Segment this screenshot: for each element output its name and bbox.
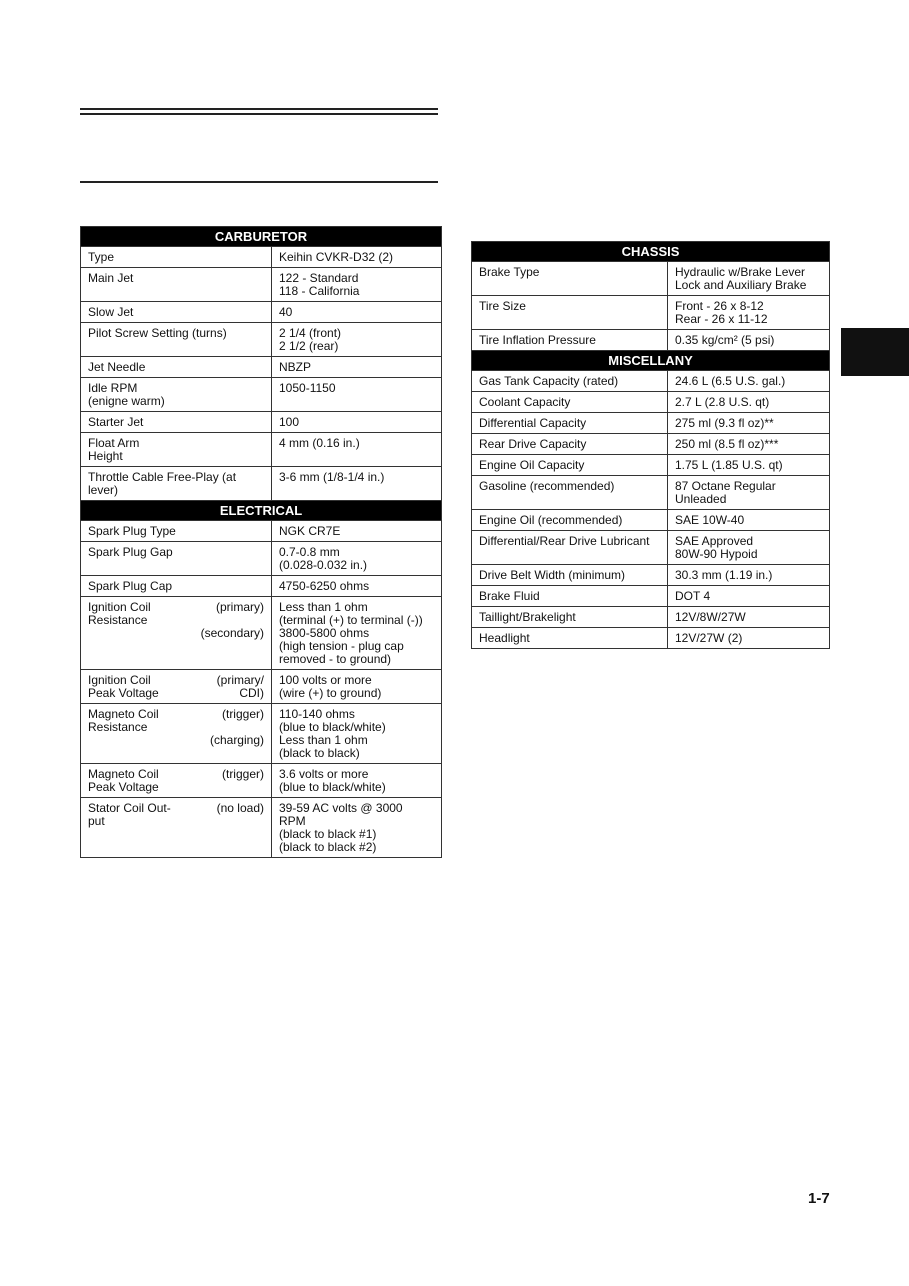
spec-label-line: (enigne warm) [88,394,165,408]
miscellany-spec-row [472,510,830,531]
spec-label-qualifier: CDI) [239,686,264,700]
spec-label-line: Gas Tank Capacity (rated) [479,374,619,388]
spec-value [272,670,442,704]
spec-value [668,607,830,628]
spec-value-line: 80W-90 Hypoid [675,547,758,561]
spec-label [472,455,668,476]
spec-label-qualifier: (secondary) [200,626,264,640]
spec-value-line: DOT 4 [675,589,711,603]
miscellany-spec-row [472,392,830,413]
spec-value [272,704,442,764]
carburetor-spec-row [81,433,442,467]
carburetor-spec-row [81,412,442,433]
spec-label-line: Idle RPM [88,381,138,395]
spec-value-line: (terminal (+) to terminal (-)) [279,613,423,627]
spec-value-line: removed - to ground) [279,652,392,666]
spec-value-line: (0.028-0.032 in.) [279,558,368,572]
spec-value-line: 3800-5800 ohms [279,626,370,640]
top-double-rule-lower [80,113,438,115]
electrical-heading: ELECTRICAL [81,501,442,521]
spec-label [81,323,272,357]
spec-value-line: Hydraulic w/Brake Lever [675,265,806,279]
spec-value [272,521,442,542]
spec-label-line: Coolant Capacity [479,395,571,409]
spec-label [472,392,668,413]
spec-value [272,357,442,378]
spec-value [668,296,830,330]
spec-label [81,268,272,302]
section-title-rule [80,181,438,183]
spec-value-line: 2 1/2 (rear) [279,339,339,353]
spec-label-line: Rear Drive Capacity [479,437,587,451]
spec-value-line: 100 volts or more [279,673,372,687]
spec-value [668,531,830,565]
spec-label-name: Peak Voltage [88,686,159,700]
spec-value-line: 2.7 L (2.8 U.S. qt) [675,395,770,409]
spec-label-qualifier: (primary) [216,600,264,614]
spec-value-line: 275 ml (9.3 fl oz)** [675,416,774,430]
spec-label-line: lever) [88,483,119,497]
spec-label-line: Type [88,250,115,264]
spec-value-line: (black to black) [279,746,360,760]
spec-value [668,586,830,607]
carburetor-spec-row [81,378,442,412]
chassis-header-row [472,242,830,262]
spec-label [472,296,668,330]
spec-value-line: 0.7-0.8 mm [279,545,340,559]
spec-value-line: (black to black #1) [279,827,377,841]
spec-label-name: Stator Coil Out- [88,801,171,815]
spec-value [668,434,830,455]
spec-label-line: Slow Jet [88,305,134,319]
spec-value-line: NBZP [279,360,312,374]
spec-label [81,670,272,704]
page-number: 1-7 [808,1190,830,1207]
spec-value [272,323,442,357]
spec-value [272,433,442,467]
spec-value [668,565,830,586]
spec-label-name: Ignition Coil [88,600,151,614]
spec-label [81,704,272,764]
spec-value-line: 4750-6250 ohms [279,579,370,593]
spec-label [472,531,668,565]
spec-label-line: Tire Inflation Pressure [479,333,596,347]
spec-value [668,392,830,413]
spec-value-line: NGK CR7E [279,524,341,538]
spec-label-line: Throttle Cable Free-Play (at [88,470,237,484]
spec-label-name: Resistance [88,720,148,734]
spec-label [472,262,668,296]
spec-value-line: 100 [279,415,300,429]
spec-value [272,268,442,302]
miscellany-spec-row [472,586,830,607]
spec-label [472,586,668,607]
spec-value [272,542,442,576]
spec-label-line: Differential Capacity [479,416,587,430]
spec-value [668,455,830,476]
spec-value-line: Less than 1 ohm [279,600,368,614]
spec-value-line: Less than 1 ohm [279,733,368,747]
spec-label [81,542,272,576]
spec-label-line: Jet Needle [88,360,146,374]
carburetor-spec-row [81,247,442,268]
spec-label-qualifier: (trigger) [221,767,264,781]
chassis-spec-row [472,296,830,330]
carburetor-electrical-spec-table [80,226,442,858]
electrical-spec-row [81,764,442,798]
spec-label [81,764,272,798]
spec-value-line: (high tension - plug cap [279,639,404,653]
miscellany-header-row [472,351,830,371]
spec-value [272,302,442,323]
carburetor-spec-row [81,467,442,501]
spec-value [272,378,442,412]
spec-label [81,576,272,597]
spec-label [81,521,272,542]
chassis-miscellany-spec-table [471,241,830,649]
electrical-spec-row [81,597,442,670]
spec-label-qualifier: (charging) [209,733,264,747]
spec-label [81,433,272,467]
spec-label-line: Starter Jet [88,415,144,429]
spec-label [472,628,668,649]
chassis-heading: CHASSIS [472,242,830,262]
carburetor-spec-row [81,323,442,357]
miscellany-spec-row [472,476,830,510]
spec-label-line: Spark Plug Type [88,524,176,538]
spec-value-line: 39-59 AC volts @ 3000 [279,801,403,815]
spec-value [668,262,830,296]
spec-value [668,510,830,531]
electrical-spec-row [81,542,442,576]
miscellany-spec-row [472,628,830,649]
spec-value [272,576,442,597]
spec-label [472,371,668,392]
electrical-spec-row [81,521,442,542]
spec-label-line: Headlight [479,631,530,645]
chassis-spec-row [472,330,830,351]
spec-label-qualifier: (primary/ [216,673,264,687]
spec-label-line: Pilot Screw Setting (turns) [88,326,227,340]
spec-label-line: Height [88,449,123,463]
spec-label-line: Drive Belt Width (minimum) [479,568,626,582]
spec-value-line: 12V/8W/27W [675,610,746,624]
spec-value-line: Front - 26 x 8-12 [675,299,764,313]
spec-label-line: Engine Oil Capacity [479,458,585,472]
spec-value-line: SAE 10W-40 [675,513,745,527]
spec-value-line: (blue to black/white) [279,720,386,734]
chassis-spec-row [472,262,830,296]
miscellany-spec-row [472,531,830,565]
spec-value-line: Unleaded [675,492,727,506]
spec-value-line: 122 - Standard [279,271,359,285]
spec-value-line: 4 mm (0.16 in.) [279,436,360,450]
spec-value-line: 3.6 volts or more [279,767,369,781]
spec-label [81,798,272,858]
carburetor-heading: CARBURETOR [81,227,442,247]
electrical-spec-row [81,704,442,764]
spec-value-line: (wire (+) to ground) [279,686,382,700]
top-double-rule-upper [80,108,438,110]
spec-value-line: RPM [279,814,306,828]
spec-label-qualifier: (no load) [216,801,264,815]
miscellany-spec-row [472,565,830,586]
spec-label [472,607,668,628]
spec-value-line: 40 [279,305,293,319]
spec-value [668,330,830,351]
spec-value [272,764,442,798]
miscellany-spec-row [472,434,830,455]
spec-value [668,413,830,434]
spec-label-name: Peak Voltage [88,780,159,794]
spec-label-line: Engine Oil (recommended) [479,513,623,527]
spec-label-qualifier: (trigger) [221,707,264,721]
spec-label-line: Differential/Rear Drive Lubricant [479,534,650,548]
spec-value-line: 1.75 L (1.85 U.S. qt) [675,458,783,472]
miscellany-spec-row [472,607,830,628]
spec-value-line: (blue to black/white) [279,780,386,794]
spec-value-line: 110-140 ohms [279,707,355,721]
spec-value [668,476,830,510]
spec-label [81,357,272,378]
spec-label [472,510,668,531]
spec-value-line: Rear - 26 x 11-12 [675,312,768,326]
spec-label-name: put [88,814,105,828]
spec-value-line: 1050-1150 [279,381,336,395]
miscellany-spec-row [472,371,830,392]
spec-label-line: Spark Plug Cap [88,579,173,593]
spec-label-line: Gasoline (recommended) [479,479,615,493]
electrical-header-row [81,501,442,521]
miscellany-spec-row [472,455,830,476]
carburetor-spec-row [81,357,442,378]
spec-label [472,413,668,434]
spec-label [472,434,668,455]
spec-value [668,628,830,649]
spec-value-line: 250 ml (8.5 fl oz)*** [675,437,779,451]
spec-label-line: Main Jet [88,271,134,285]
spec-label-line: Brake Type [479,265,540,279]
electrical-spec-row [81,670,442,704]
spec-value [272,467,442,501]
spec-value [272,247,442,268]
spec-value-line: 118 - California [279,284,360,298]
carburetor-spec-row [81,302,442,323]
spec-value-line: (black to black #2) [279,840,377,854]
spec-label [81,597,272,670]
spec-value [272,412,442,433]
spec-label-line: Taillight/Brakelight [479,610,576,624]
spec-label-name: Magneto Coil [88,767,159,781]
spec-value-line: 30.3 mm (1.19 in.) [675,568,773,582]
spec-value-line: 87 Octane Regular [675,479,776,493]
spec-label-line: Float Arm [88,436,140,450]
spec-value-line: 2 1/4 (front) [279,326,342,340]
spec-value-line: 12V/27W (2) [675,631,743,645]
spec-value-line: SAE Approved [675,534,754,548]
spec-label [472,330,668,351]
spec-value [272,798,442,858]
spec-value-line: 24.6 L (6.5 U.S. gal.) [675,374,786,388]
carburetor-header-row [81,227,442,247]
spec-value-line: Lock and Auxiliary Brake [675,278,807,292]
spec-label [81,247,272,268]
spec-value-line: Keihin CVKR-D32 (2) [279,250,394,264]
spec-label-line: Tire Size [479,299,526,313]
spec-label-name: Ignition Coil [88,673,151,687]
electrical-spec-row [81,576,442,597]
spec-label [81,412,272,433]
spec-value-line: 0.35 kg/cm² (5 psi) [675,333,775,347]
spec-value-line: 3-6 mm (1/8-1/4 in.) [279,470,385,484]
spec-label [81,378,272,412]
spec-label [81,467,272,501]
spec-label-name: Resistance [88,613,148,627]
spec-label [81,302,272,323]
spec-label-line: Brake Fluid [479,589,540,603]
spec-label-name: Magneto Coil [88,707,159,721]
spec-label [472,565,668,586]
miscellany-spec-row [472,413,830,434]
chapter-thumb-tab [841,328,909,376]
spec-label [472,476,668,510]
miscellany-heading: MISCELLANY [472,351,830,371]
spec-value [668,371,830,392]
carburetor-spec-row [81,268,442,302]
spec-value [272,597,442,670]
spec-label-line: Spark Plug Gap [88,545,173,559]
electrical-spec-row [81,798,442,858]
